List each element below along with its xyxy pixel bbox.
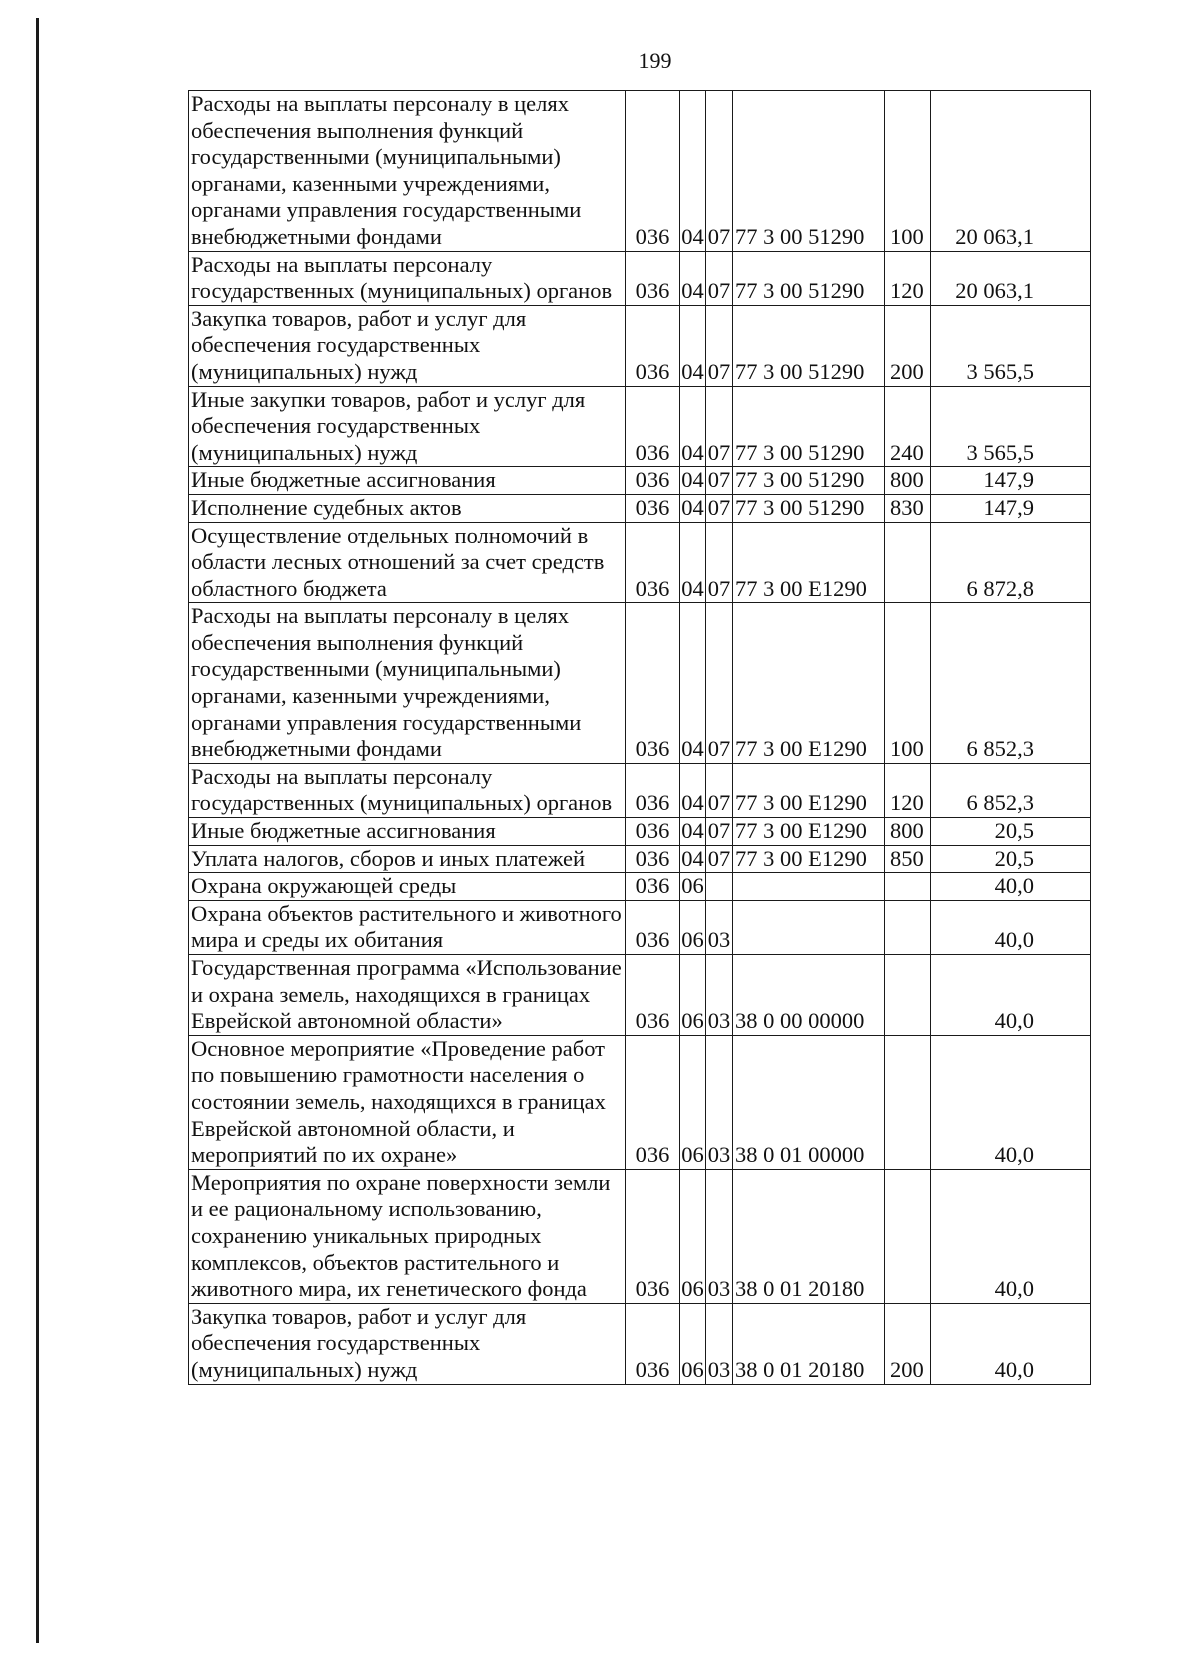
target-article-cell: 77 3 00 51290 [733, 305, 885, 386]
ministry-code-cell: 036 [626, 603, 680, 764]
ministry-code-cell: 036 [626, 818, 680, 846]
ministry-code-cell: 036 [626, 251, 680, 305]
amount-cell: 147,9 [931, 494, 1091, 522]
target-article-cell: 77 3 00 Е1290 [733, 818, 885, 846]
item-name-cell: Расходы на выплаты персоналу в целях обеспечения выполнения функций государственными (муниципальными) органами, казенными учреждениями, органами управления государственными внебюджетными фондами [189, 91, 626, 252]
target-article-cell: 77 3 00 Е1290 [733, 763, 885, 817]
ministry-code-cell: 036 [626, 467, 680, 495]
amount-cell: 40,0 [931, 900, 1091, 954]
expense-type-cell: 830 [885, 494, 931, 522]
expense-type-cell: 800 [885, 818, 931, 846]
item-name-cell: Государственная программа «Использование и охрана земель, находящихся в границах Еврейской автономной области» [189, 955, 626, 1036]
ministry-code-cell: 036 [626, 522, 680, 603]
ministry-code-cell: 036 [626, 305, 680, 386]
table-row [189, 91, 1091, 252]
item-name-cell: Расходы на выплаты персоналу государственных (муниципальных) органов [189, 763, 626, 817]
expense-type-cell [885, 522, 931, 603]
item-name-cell: Охрана объектов растительного и животного мира и среды их обитания [189, 900, 626, 954]
table-row [189, 305, 1091, 386]
item-name-cell: Расходы на выплаты персоналу в целях обеспечения выполнения функций государственными (муниципальными) органами, казенными учреждениями, органами управления государственными внебюджетными фондами [189, 603, 626, 764]
target-article-cell: 77 3 00 51290 [733, 494, 885, 522]
table-body [189, 91, 1091, 1385]
expense-type-cell: 850 [885, 845, 931, 873]
subsection-code-cell [706, 873, 733, 901]
ministry-code-cell: 036 [626, 955, 680, 1036]
item-name-cell: Иные бюджетные ассигнования [189, 467, 626, 495]
table-row [189, 955, 1091, 1036]
table-row [189, 251, 1091, 305]
table-row [189, 386, 1091, 467]
subsection-code-cell: 07 [706, 522, 733, 603]
subsection-code-cell: 07 [706, 818, 733, 846]
expense-type-cell: 200 [885, 1303, 931, 1384]
amount-cell: 20,5 [931, 818, 1091, 846]
amount-cell: 20 063,1 [931, 251, 1091, 305]
target-article-cell [733, 873, 885, 901]
item-name-cell: Основное мероприятие «Проведение работ по повышению грамотности населения о состоянии земель, находящихся в границах Еврейской автономной области, и мероприятий по их охране» [189, 1035, 626, 1169]
table-row [189, 845, 1091, 873]
amount-cell: 40,0 [931, 1303, 1091, 1384]
expense-type-cell: 200 [885, 305, 931, 386]
subsection-code-cell: 03 [706, 1303, 733, 1384]
table-row [189, 1035, 1091, 1169]
subsection-code-cell: 07 [706, 251, 733, 305]
item-name-cell: Расходы на выплаты персоналу государственных (муниципальных) органов [189, 251, 626, 305]
amount-cell: 40,0 [931, 955, 1091, 1036]
subsection-code-cell: 03 [706, 1169, 733, 1303]
section-code-cell: 06 [680, 1035, 706, 1169]
item-name-cell: Исполнение судебных актов [189, 494, 626, 522]
amount-cell: 20,5 [931, 845, 1091, 873]
subsection-code-cell: 07 [706, 305, 733, 386]
ministry-code-cell: 036 [626, 873, 680, 901]
target-article-cell: 77 3 00 Е1290 [733, 522, 885, 603]
expense-type-cell: 120 [885, 763, 931, 817]
item-name-cell: Уплата налогов, сборов и иных платежей [189, 845, 626, 873]
section-code-cell: 06 [680, 1303, 706, 1384]
item-name-cell: Мероприятия по охране поверхности земли и ее рациональному использованию, сохранению уникальных природных комплексов, объектов растительного и животного мира, их генетического фонда [189, 1169, 626, 1303]
target-article-cell [733, 900, 885, 954]
target-article-cell: 38 0 01 20180 [733, 1303, 885, 1384]
ministry-code-cell: 036 [626, 900, 680, 954]
page-number: 199 [638, 48, 672, 73]
table-row [189, 1169, 1091, 1303]
section-code-cell: 04 [680, 818, 706, 846]
subsection-code-cell: 03 [706, 955, 733, 1036]
table-row [189, 522, 1091, 603]
section-code-cell: 06 [680, 955, 706, 1036]
expense-type-cell: 100 [885, 91, 931, 252]
expense-type-cell: 120 [885, 251, 931, 305]
section-code-cell: 04 [680, 603, 706, 764]
amount-cell: 40,0 [931, 1169, 1091, 1303]
target-article-cell: 77 3 00 Е1290 [733, 603, 885, 764]
section-code-cell: 04 [680, 522, 706, 603]
subsection-code-cell: 07 [706, 386, 733, 467]
amount-cell: 6 852,3 [931, 763, 1091, 817]
ministry-code-cell: 036 [626, 386, 680, 467]
subsection-code-cell: 03 [706, 900, 733, 954]
amount-cell: 40,0 [931, 1035, 1091, 1169]
subsection-code-cell: 07 [706, 603, 733, 764]
table-row [189, 603, 1091, 764]
section-code-cell: 04 [680, 386, 706, 467]
target-article-cell: 38 0 00 00000 [733, 955, 885, 1036]
table-row [189, 467, 1091, 495]
table-row [189, 494, 1091, 522]
target-article-cell: 38 0 01 20180 [733, 1169, 885, 1303]
expense-type-cell: 240 [885, 386, 931, 467]
expense-type-cell [885, 873, 931, 901]
target-article-cell: 77 3 00 51290 [733, 467, 885, 495]
expense-type-cell [885, 955, 931, 1036]
table-row [189, 1303, 1091, 1384]
item-name-cell: Иные закупки товаров, работ и услуг для обеспечения государственных (муниципальных) нужд [189, 386, 626, 467]
target-article-cell: 38 0 01 00000 [733, 1035, 885, 1169]
section-code-cell: 04 [680, 251, 706, 305]
item-name-cell: Закупка товаров, работ и услуг для обеспечения государственных (муниципальных) нужд [189, 1303, 626, 1384]
table-row [189, 818, 1091, 846]
target-article-cell: 77 3 00 51290 [733, 91, 885, 252]
subsection-code-cell: 07 [706, 467, 733, 495]
amount-cell: 3 565,5 [931, 386, 1091, 467]
target-article-cell: 77 3 00 51290 [733, 251, 885, 305]
expense-type-cell: 100 [885, 603, 931, 764]
subsection-code-cell: 07 [706, 763, 733, 817]
ministry-code-cell: 036 [626, 1169, 680, 1303]
ministry-code-cell: 036 [626, 1035, 680, 1169]
expense-type-cell [885, 1169, 931, 1303]
section-code-cell: 06 [680, 900, 706, 954]
amount-cell: 20 063,1 [931, 91, 1091, 252]
subsection-code-cell: 03 [706, 1035, 733, 1169]
ministry-code-cell: 036 [626, 763, 680, 817]
binding-margin-line [36, 18, 39, 1643]
budget-table [188, 90, 1091, 1385]
amount-cell: 40,0 [931, 873, 1091, 901]
amount-cell: 147,9 [931, 467, 1091, 495]
section-code-cell: 06 [680, 1169, 706, 1303]
expense-type-cell: 800 [885, 467, 931, 495]
ministry-code-cell: 036 [626, 845, 680, 873]
ministry-code-cell: 036 [626, 494, 680, 522]
item-name-cell: Охрана окружающей среды [189, 873, 626, 901]
section-code-cell: 04 [680, 763, 706, 817]
subsection-code-cell: 07 [706, 494, 733, 522]
section-code-cell: 04 [680, 467, 706, 495]
target-article-cell: 77 3 00 Е1290 [733, 845, 885, 873]
table-row [189, 873, 1091, 901]
subsection-code-cell: 07 [706, 91, 733, 252]
section-code-cell: 04 [680, 845, 706, 873]
ministry-code-cell: 036 [626, 1303, 680, 1384]
ministry-code-cell: 036 [626, 91, 680, 252]
section-code-cell: 06 [680, 873, 706, 901]
amount-cell: 6 852,3 [931, 603, 1091, 764]
table-row [189, 900, 1091, 954]
section-code-cell: 04 [680, 305, 706, 386]
section-code-cell: 04 [680, 91, 706, 252]
section-code-cell: 04 [680, 494, 706, 522]
item-name-cell: Иные бюджетные ассигнования [189, 818, 626, 846]
expense-type-cell [885, 900, 931, 954]
item-name-cell: Закупка товаров, работ и услуг для обеспечения государственных (муниципальных) нужд [189, 305, 626, 386]
target-article-cell: 77 3 00 51290 [733, 386, 885, 467]
expense-type-cell [885, 1035, 931, 1169]
amount-cell: 3 565,5 [931, 305, 1091, 386]
item-name-cell: Осуществление отдельных полномочий в области лесных отношений за счет средств областного бюджета [189, 522, 626, 603]
subsection-code-cell: 07 [706, 845, 733, 873]
amount-cell: 6 872,8 [931, 522, 1091, 603]
table-row [189, 763, 1091, 817]
